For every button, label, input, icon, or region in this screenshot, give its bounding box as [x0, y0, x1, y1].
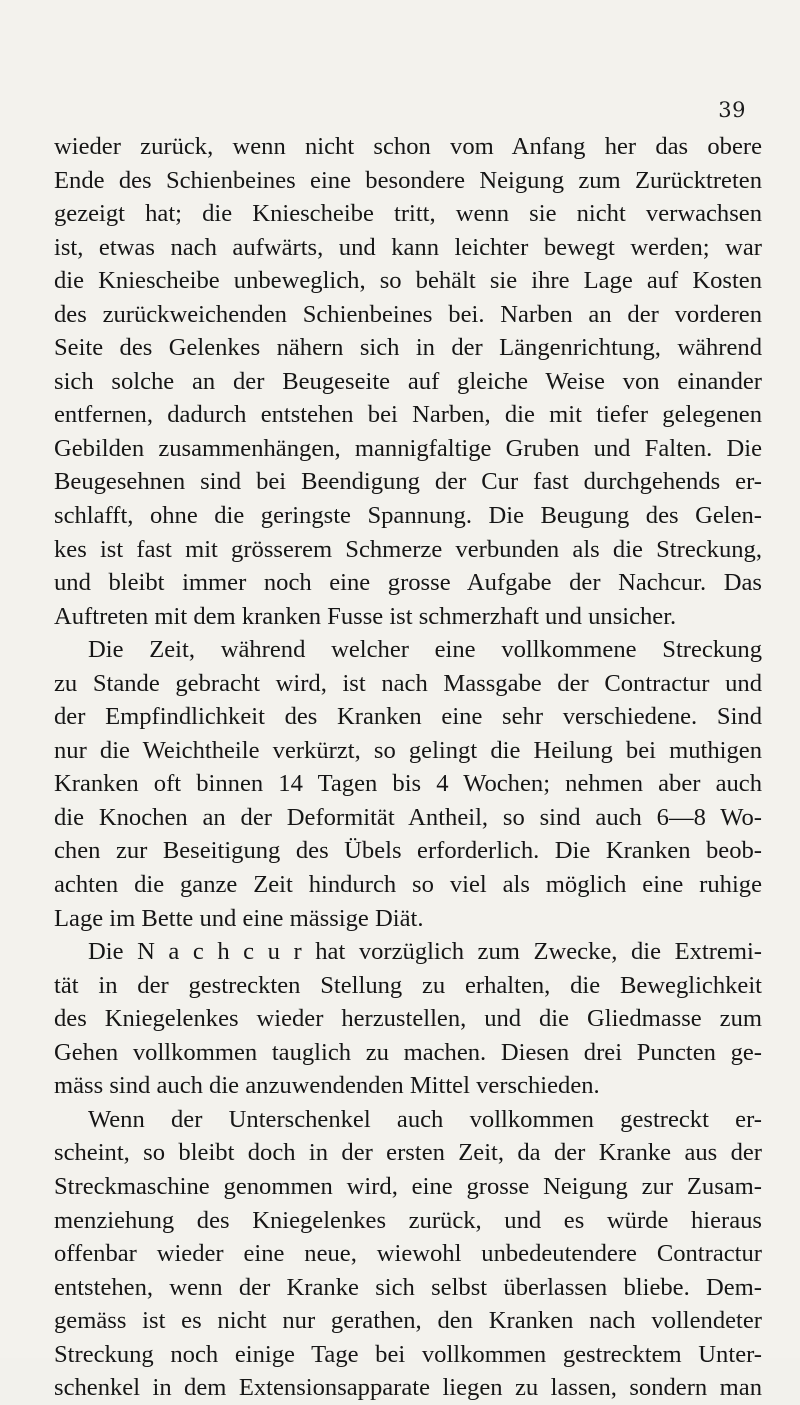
- text-line: Ende des Schienbeines eine besondere Neigung zum Zurücktreten: [54, 166, 762, 194]
- text-line: Die Zeit, während welcher eine vollkommene Streckung: [88, 636, 762, 664]
- text-line: des Kniegelenkes wieder herzustellen, und die Gliedmasse zum: [54, 1005, 762, 1033]
- text-line: menziehung des Kniegelenkes zurück, und es würde hieraus: [54, 1206, 762, 1234]
- text-line: schlafft, ohne die geringste Spannung. Die Beugung des Gelen-: [54, 502, 762, 530]
- text-line: Gehen vollkommen tauglich zu machen. Diesen drei Puncten ge-: [54, 1038, 762, 1066]
- page-number: 39: [718, 98, 746, 122]
- text-line: sich solche an der Beugeseite auf gleiche Weise von einander: [54, 367, 762, 395]
- text-line: und bleibt immer noch eine grosse Aufgabe der Nachcur. Das: [54, 569, 762, 597]
- text-line: Lage im Bette und eine mässige Diät.: [54, 904, 424, 932]
- text-line: Wenn der Unterschenkel auch vollkommen gestreckt er-: [88, 1105, 762, 1133]
- text-line: achten die ganze Zeit hindurch so viel als möglich eine ruhige: [54, 871, 762, 899]
- text-line: scheint, so bleibt doch in der ersten Zeit, da der Kranke aus der: [54, 1139, 762, 1167]
- text-line: entstehen, wenn der Kranke sich selbst überlassen bliebe. Dem-: [54, 1273, 762, 1301]
- text-line: Beugesehnen sind bei Beendigung der Cur fast durchgehends er-: [54, 468, 762, 496]
- text-line: ist, etwas nach aufwärts, und kann leichter bewegt werden; war: [54, 233, 762, 261]
- text-line: Gebilden zusammenhängen, mannigfaltige Gruben und Falten. Die: [54, 434, 762, 462]
- text-line: Streckung noch einige Tage bei vollkommen gestrecktem Unter-: [54, 1340, 762, 1368]
- text-line: der Empfindlichkeit des Kranken eine sehr verschiedene. Sind: [54, 703, 762, 731]
- text-line: Seite des Gelenkes nähern sich in der Längenrichtung, während: [54, 334, 762, 362]
- text-line: wieder zurück, wenn nicht schon vom Anfang her das obere: [54, 133, 762, 160]
- text-line: Streckmaschine genommen wird, eine grosse Neigung zur Zusam-: [54, 1172, 762, 1200]
- text-line: die Kniescheibe unbeweglich, so behält sie ihre Lage auf Kosten: [54, 267, 762, 295]
- body-text: [54, 130, 762, 1405]
- text-line: Kranken oft binnen 14 Tagen bis 4 Wochen; nehmen aber auch: [54, 770, 762, 798]
- text-line: Die N a c h c u r hat vorzüglich zum Zwecke, die Extremi-: [88, 938, 762, 966]
- text-line: des zurückweichenden Schienbeines bei. Narben an der vorderen: [54, 300, 762, 328]
- text-line: tät in der gestreckten Stellung zu erhalten, die Beweglichkeit: [54, 971, 762, 999]
- text-line: mäss sind auch die anzuwendenden Mittel verschieden.: [54, 1072, 600, 1100]
- text-line: offenbar wieder eine neue, wiewohl unbedeutendere Contractur: [54, 1240, 762, 1268]
- text-line: gezeigt hat; die Kniescheibe tritt, wenn sie nicht verwachsen: [54, 200, 762, 228]
- text-line: nur die Weichtheile verkürzt, so gelingt die Heilung bei muthigen: [54, 736, 762, 764]
- text-line: chen zur Beseitigung des Übels erforderlich. Die Kranken beob-: [54, 837, 762, 865]
- text-line: Auftreten mit dem kranken Fusse ist schmerzhaft und unsicher.: [54, 602, 677, 630]
- text-line: zu Stande gebracht wird, ist nach Massgabe der Contractur und: [54, 669, 762, 697]
- text-line: schenkel in dem Extensionsapparate liegen zu lassen, sondern man: [54, 1374, 762, 1402]
- text-line: kes ist fast mit grösserem Schmerze verbunden als die Streckung,: [54, 535, 762, 563]
- text-line: gemäss ist es nicht nur gerathen, den Kranken nach vollendeter: [54, 1307, 762, 1335]
- text-line: die Knochen an der Deformität Antheil, so sind auch 6—8 Wo-: [54, 803, 762, 831]
- text-line: entfernen, dadurch entstehen bei Narben, die mit tiefer gelegenen: [54, 401, 762, 429]
